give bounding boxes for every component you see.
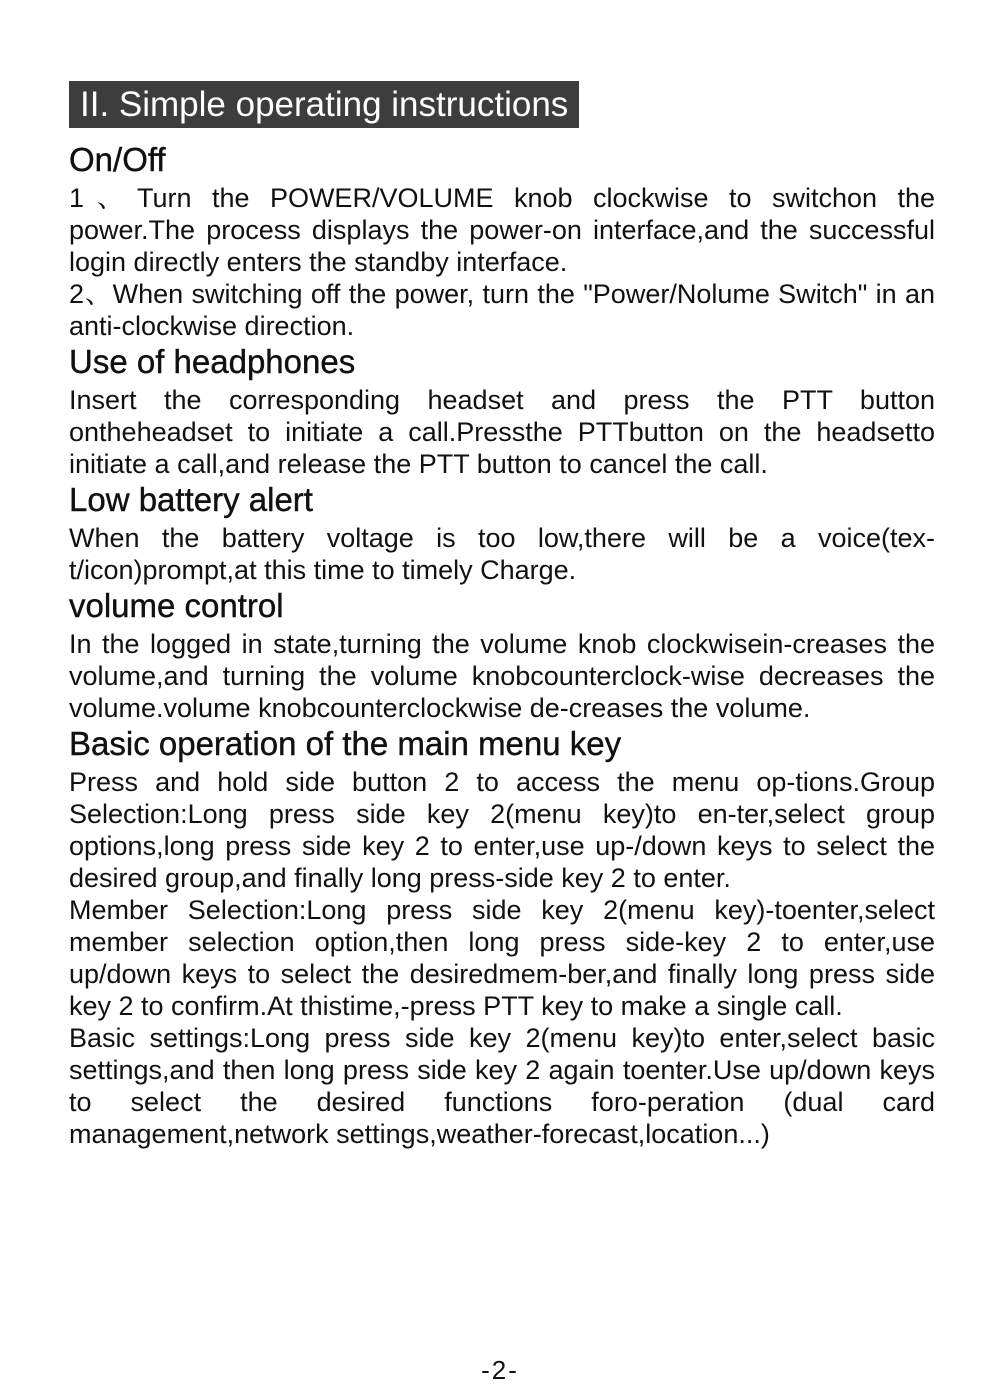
section-heading: Low battery alert [69,481,313,518]
section-heading: volume control [69,587,284,624]
paragraph: 2、When switching off the power, turn the "Power/Nolume Switch" in an anti-clockwise direction. [69,279,935,341]
section-main-menu-key [69,724,935,1150]
paragraph: In the logged in state,turning the volume knob clockwisein-creases the volume,and turning the volume knobcounterclock-wise decreases the volume.volume knobcounterclockwise de-creases the volume. [69,629,935,723]
manual-page [69,81,935,1150]
paragraph: Insert the corresponding headset and press the PTT button ontheheadset to initiate a call.Pressthe PTTbutton on the headsetto initiate a call,and release the PTT button to cancel the call. [69,385,935,479]
paragraph: Press and hold side button 2 to access the menu op-tions.Group Selection:Long press side key 2(menu key)to en-ter,select group options,long press side key 2 to enter,use up-/down keys to select the desired group,and finally long press-side key 2 to enter. [69,767,935,893]
page-number: -2- [481,1355,519,1385]
section-use-of-headphones [69,342,935,480]
paragraph: When the battery voltage is too low,there will be a voice(tex-t/icon)prompt,at this time to timely Charge. [69,523,935,585]
section-low-battery-alert [69,480,935,586]
paragraph: Basic settings:Long press side key 2(menu key)to enter,select basic settings,and then long press side key 2 again toenter.Use up/down keys to select the desired functions foro-peration (dual card management,network settings,weather-forecast,location...) [69,1023,935,1149]
chapter-title: II. Simple operating instructions [69,81,579,128]
section-heading: Use of headphones [69,343,356,380]
section-volume-control [69,586,935,724]
section-on-off [69,140,935,342]
section-heading: On/Off [69,141,166,178]
section-heading: Basic operation of the main menu key [69,725,622,762]
paragraph: 1、Turn the POWER/VOLUME knob clockwise to switchon the power.The process displays the power-on interface,and the successful login directly enters the standby interface. [69,183,935,277]
paragraph: Member Selection:Long press side key 2(menu key)-toenter,select member selection option,then long press side-key 2 to enter,use up/down keys to select the desiredmem-ber,and finally long press side key 2 to confirm.At thistime,-press PTT key to make a single call. [69,895,935,1021]
